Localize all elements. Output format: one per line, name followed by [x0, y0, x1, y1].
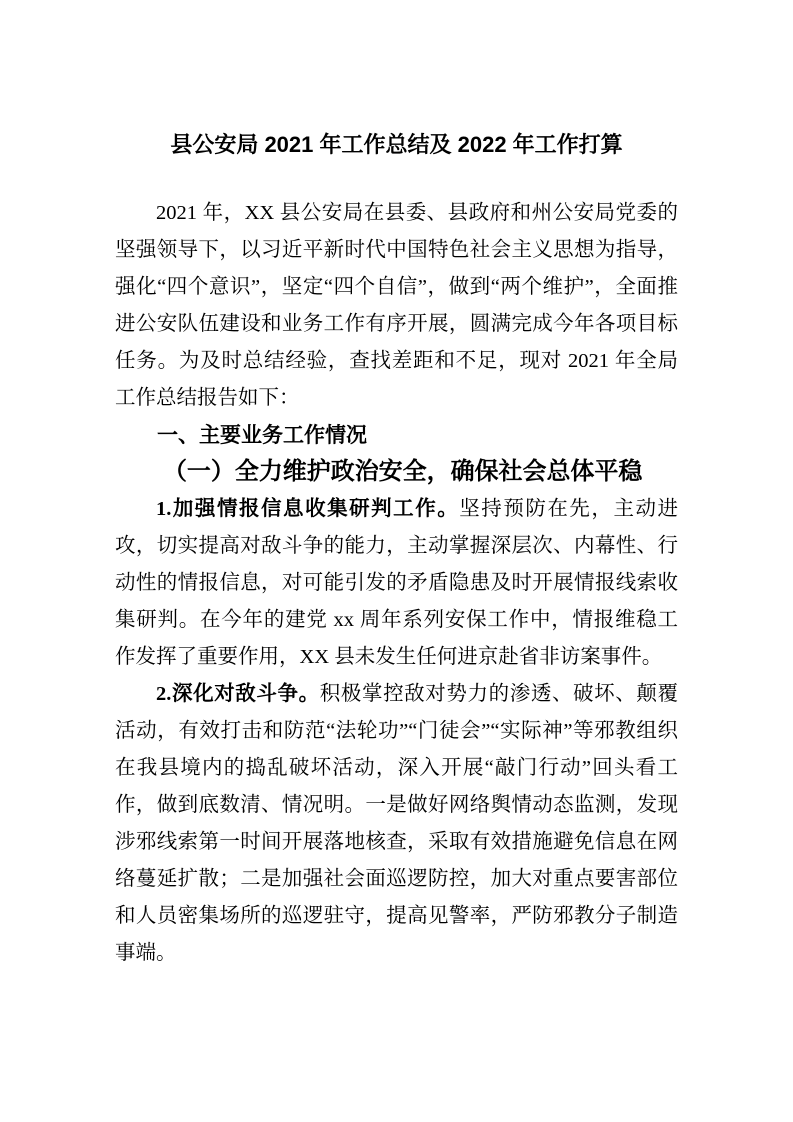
paragraph-1-text: 坚持预防在先，主动进攻，切实提高对敌斗争的能力，主动掌握深层次、内幕性、行动性的情报信息，对可能引发的矛盾隐患及时开展情报线索收集研判。在今年的建党 xx 周年系列安保工作中，情报维稳工作发挥了重要作用，XX 县未发生任何进京赴省非访案事件。 — [115, 498, 679, 668]
intro-paragraph: 2021 年，XX 县公安局在县委、县政府和州公安局党委的坚强领导下，以习近平新时代中国特色社会主义思想为指导，强化“四个意识”，坚定“四个自信”，做到“两个维护”，全面推进公安队伍建设和业务工作有序开展，圆满完成今年各项目标任务。为及时总结经验，查找差距和不足，现对 2021 年全局工作总结报告如下： — [115, 202, 678, 409]
paragraph-1-lead: 1.加强情报信息收集研判工作。 — [156, 498, 460, 520]
document-title: 县公安局 2021 年工作总结及 2022 年工作打算 — [170, 132, 623, 157]
section-heading-1: 一、主要业务工作情况 — [157, 424, 367, 447]
numbered-paragraph-1 — [115, 491, 678, 676]
paragraph-2-text: 积极掌控敌对势力的渗透、破坏、颠覆活动，有效打击和防范“法轮功”“门徒会”“实际神”等邪教组织在我县境内的捣乱破坏活动，深入开展“敲门行动”回头看工作，做到底数清、情况明。一是做好网络舆情动态监测，发现涉邪线索第一时间开展落地核查，采取有效措施避免信息在网络蔓延扩散；二是加强社会面巡逻防控，加大对重点要害部位和人员密集场所的巡逻驻守，提高见警率，严防邪教分子制造事端。 — [115, 683, 678, 964]
paragraph-2-lead: 2.深化对敌斗争。 — [156, 683, 320, 705]
sub-heading-1-1: （一）全力维护政治安全，确保社会总体平稳 — [162, 459, 643, 485]
numbered-paragraph-2 — [115, 676, 678, 972]
